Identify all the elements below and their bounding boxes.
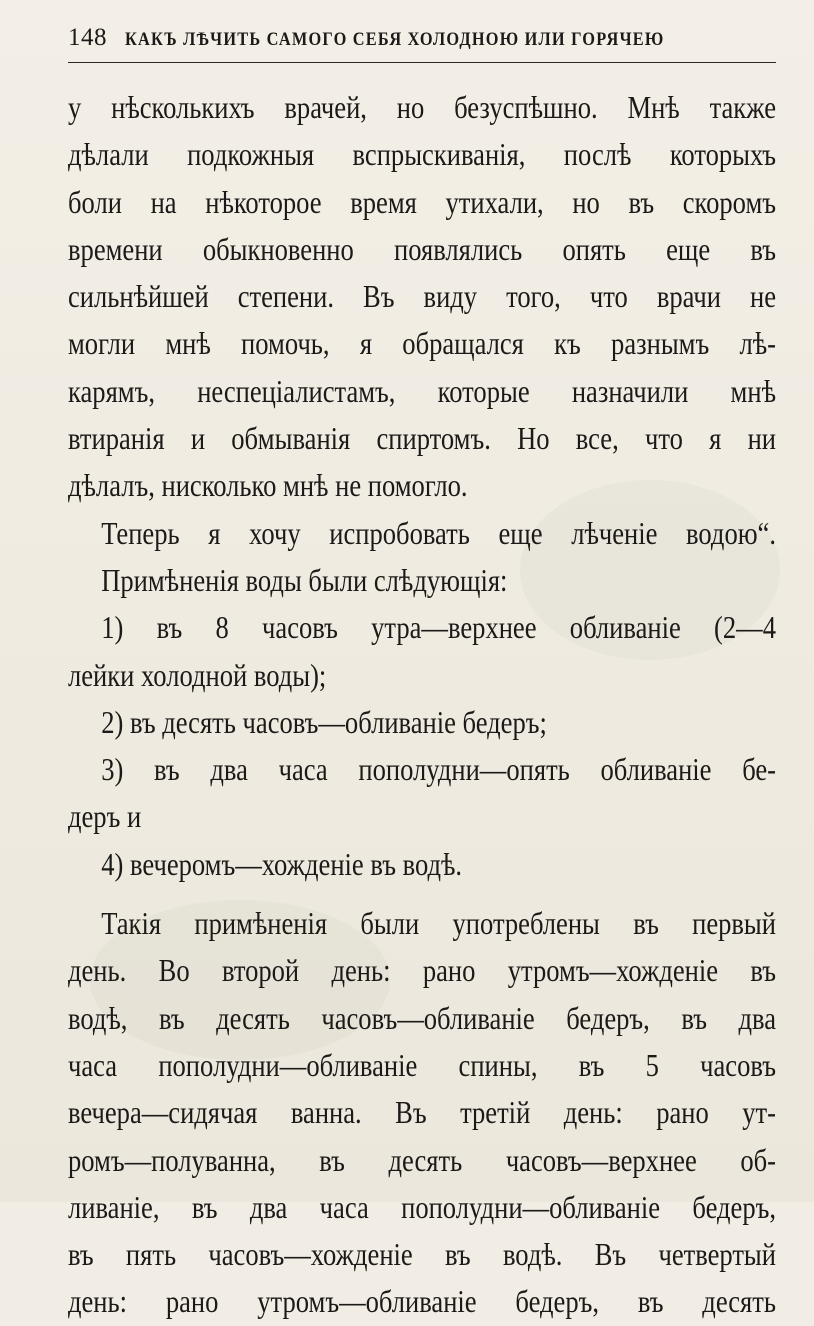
running-title: КАКЪ ЛѢЧИТЬ САМОГО СЕБЯ ХОЛОДНОЮ ИЛИ ГОРЯЧЕЮ [125,29,665,50]
text-line: дѣлали подкожныя вспрыскиванія, послѣ которыхъ [68,136,776,173]
text-line: часа пополудни—обливаніе спины, въ 5 часовъ [68,1046,776,1083]
list-item-1: 1) въ 8 часовъ утра—верхнее обливаніе (2—4 [101,609,776,646]
text-line: Теперь я хочу испробовать еще лѣченіе водою“. [101,514,776,551]
text-line: лейки холодной воды); [68,656,327,693]
text-line: день: рано утромъ—обливаніе бедеръ, въ десять [68,1283,776,1320]
text-line: дѣлалъ, нисколько мнѣ не помогло. [68,467,468,504]
text-line: Примѣненія воды были слѣдующія: [101,561,508,598]
list-item-2: 2) въ десять часовъ—обливаніе бедеръ; [101,703,547,740]
running-header [68,24,776,63]
text-line: у нѣсколькихъ врачей, но безуспѣшно. Мнѣ также [68,89,776,125]
text-line: вечера—сидячая ванна. Въ третій день: рано ут- [68,1094,776,1131]
list-item-4: 4) вечеромъ—хожденіе въ водѣ. [101,845,463,882]
text-line: водѣ, въ десять часовъ—обливаніе бедеръ, въ два [68,999,776,1036]
text-line: день. Во второй день: рано утромъ—хожденіе въ [68,952,776,989]
text-line: карямъ, неспеціалистамъ, которые назначили мнѣ [68,372,776,409]
list-item-3: 3) въ два часа пополудни—опять обливаніе бе- [101,751,776,788]
text-line: деръ и [68,798,142,835]
text-line: въ пять часовъ—хожденіе въ водѣ. Въ четвертый [68,1236,776,1273]
text-line: времени обыкновенно появлялись опять еще въ [68,230,776,267]
page-number: 148 [68,24,107,51]
text-line: сильнѣйшей степени. Въ виду того, что врачи не [68,278,776,315]
text-line: Такія примѣненія были употреблены въ первый [101,905,776,942]
text-line: ромъ—полуванна, въ десять часовъ—верхнее об- [68,1141,776,1178]
text-line: могли мнѣ помочь, я обращался къ разнымъ лѣ- [68,325,776,362]
text-line: втиранія и обмыванія спиртомъ. Но все, что я ни [68,420,776,457]
text-line: ливаніе, въ два часа пополудни—обливаніе бедеръ, [68,1188,776,1225]
text-line: боли на нѣкоторое время утихали, но въ скоромъ [68,183,776,220]
body-text [68,84,776,1326]
